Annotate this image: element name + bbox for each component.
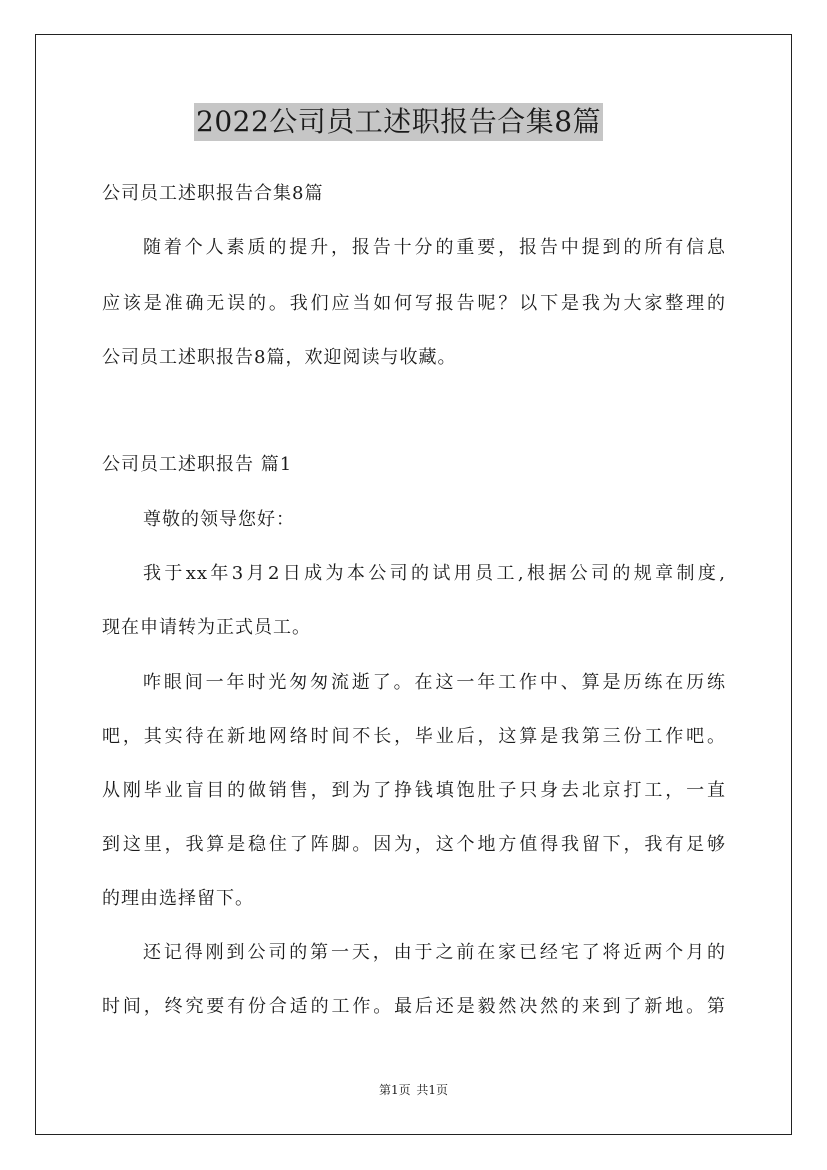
page-number: 第1页 (378, 1083, 411, 1097)
document-title: 2022公司员工述职报告合集8篇 (194, 103, 603, 141)
paragraph3-line-1: 还记得刚到公司的第一天，由于之前在家已经宅了将近两个月的 (143, 942, 726, 963)
page-footer (0, 1082, 827, 1098)
paragraph2-line-2: 吧，其实待在新地网络时间不长，毕业后，这算是我第三份工作吧。 (102, 726, 726, 747)
greeting: 尊敬的领导您好： (143, 509, 295, 530)
paragraph2-line-3: 从刚毕业盲目的做销售，到为了挣钱填饱肚子只身去北京打工，一直 (102, 780, 726, 801)
paragraph1-line-2: 现在申请转为正式员工。 (102, 617, 311, 638)
intro-line-1: 随着个人素质的提升，报告十分的重要，报告中提到的所有信息 (143, 237, 726, 258)
total-pages: 共1页 (416, 1083, 449, 1097)
document-subtitle: 公司员工述职报告合集8篇 (102, 183, 324, 204)
section-heading: 公司员工述职报告 篇1 (102, 454, 293, 475)
paragraph2-line-4: 到这里，我算是稳住了阵脚。因为，这个地方值得我留下，我有足够 (102, 834, 726, 855)
paragraph2-line-1: 咋眼间一年时光匆匆流逝了。在这一年工作中、算是历练在历练 (143, 672, 726, 693)
intro-line-3: 公司员工述职报告8篇，欢迎阅读与收藏。 (102, 347, 457, 368)
intro-line-2: 应该是准确无误的。我们应当如何写报告呢？以下是我为大家整理的 (102, 293, 726, 314)
paragraph1-line-1: 我于xx年3月2日成为本公司的试用员工,根据公司的规章制度, (143, 563, 726, 584)
paragraph2-line-5: 的理由选择留下。 (102, 888, 254, 909)
paragraph3-line-2: 时间，终究要有份合适的工作。最后还是毅然决然的来到了新地。第 (102, 996, 726, 1017)
